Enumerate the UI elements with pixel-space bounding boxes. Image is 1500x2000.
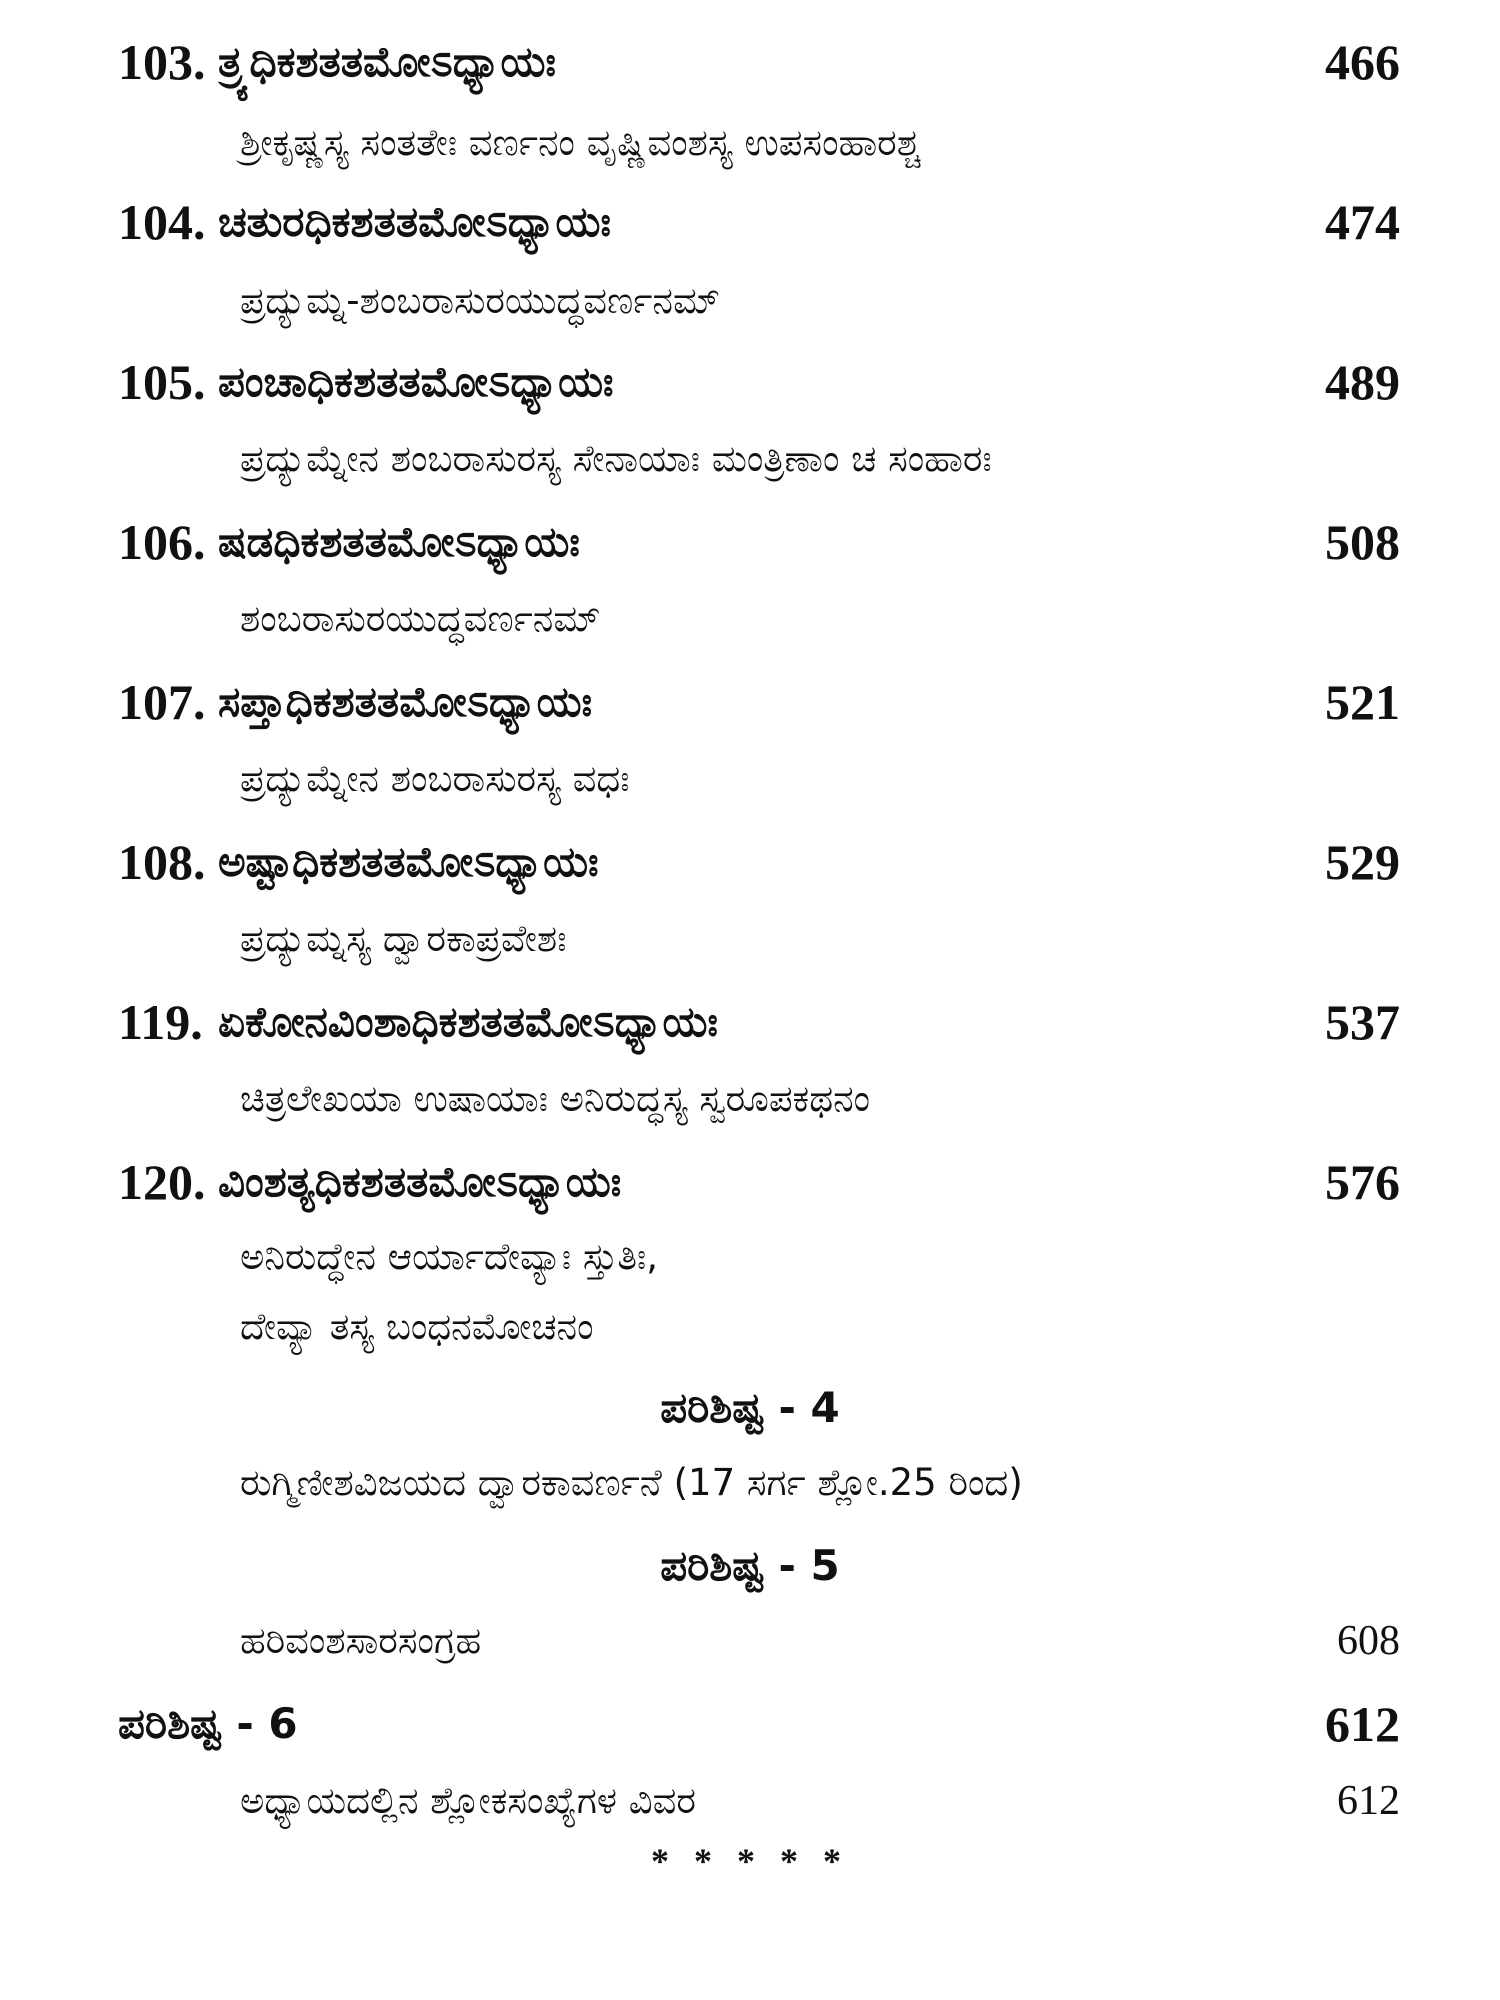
chapter-title: ಪಂಚಾಧಿಕಶತತಮೋಽಧ್ಯಾಯಃ (218, 357, 614, 406)
chapter-number: 105. (118, 354, 206, 410)
chapter-title: ಸಪ್ತಾಧಿಕಶತತಮೋಽಧ್ಯಾಯಃ (218, 677, 593, 726)
appendix-heading: ಪರಿಶಿಷ್ಟ - 5 (660, 1541, 840, 1590)
appendix-page-number: 612 (1325, 1696, 1400, 1752)
chapter-page-number: 537 (1325, 994, 1400, 1050)
chapter-title: ಅಷ್ಟಾಧಿಕಶತತಮೋಽಧ್ಯಾಯಃ (218, 837, 599, 886)
chapter-number: 120. (118, 1154, 206, 1210)
chapter-number: 106. (118, 514, 206, 570)
chapter-page-number: 521 (1325, 674, 1400, 730)
chapter-heading (0, 502, 1500, 582)
appendix-page-number: 608 (1337, 1618, 1400, 1664)
chapter-page-number: 529 (1325, 834, 1400, 890)
chapter-subtitle: ಪ್ರದ್ಯುಮ್ನೇನ ಶಂಬರಾಸುರಸ್ಯ ವಧಃ (240, 757, 630, 800)
chapter-subtitle: ಪ್ರದ್ಯುಮ್ನ-ಶಂಬರಾಸುರಯುದ್ಧವರ್ಣನಮ್ (240, 279, 721, 322)
chapter-page-number: 466 (1325, 34, 1400, 90)
chapter-number: 103. (118, 34, 206, 90)
chapter-heading (0, 662, 1500, 742)
chapter-subtitle: ಶಂಬರಾಸುರಯುದ್ಧವರ್ಣನಮ್ (240, 597, 601, 640)
chapter-number: 107. (118, 674, 206, 730)
chapter-page-number: 508 (1325, 514, 1400, 570)
appendix-entry-page-number: 612 (1337, 1778, 1400, 1824)
appendix-entry: ರುಗ್ಮಿಣೀಶವಿಜಯದ ದ್ವಾರಕಾವರ್ಣನೆ (17 ಸರ್ಗ ಶ್ಲೋ.25 ರಿಂದ) (240, 1461, 1023, 1504)
appendix-entry: ಅಧ್ಯಾಯದಲ್ಲಿನ ಶ್ಲೋಕಸಂಖ್ಯೆಗಳ ವಿವರ (240, 1779, 696, 1822)
end-mark: * * * * * (651, 1841, 849, 1881)
appendix-heading: ಪರಿಶಿಷ್ಟ - 6 (118, 1699, 298, 1748)
chapter-heading (0, 182, 1500, 262)
chapter-title: ಏಕೋನವಿಂಶಾಧಿಕಶತತಮೋಽಧ್ಯಾಯಃ (218, 997, 718, 1046)
chapter-subtitle: ಪ್ರದ್ಯುಮ್ನೇನ ಶಂಬರಾಸುರಸ್ಯ ಸೇನಾಯಾಃ ಮಂತ್ರಿಣಾಂ ಚ ಸಂಹಾರಃ (240, 437, 992, 480)
chapter-title: ಚತುರಧಿಕಶತತಮೋಽಧ್ಯಾಯಃ (218, 197, 611, 246)
chapter-title: ಷಡಧಿಕಶತತಮೋಽಧ್ಯಾಯಃ (218, 517, 580, 566)
chapter-heading (0, 1142, 1500, 1222)
chapter-title: ವಿಂಶತ್ಯಧಿಕಶತತಮೋಽಧ್ಯಾಯಃ (218, 1157, 622, 1206)
appendix-entry: ಹರಿವಂಶಸಾರಸಂಗ್ರಹ (240, 1619, 482, 1662)
appendix-heading: ಪರಿಶಿಷ್ಟ - 4 (660, 1383, 840, 1432)
chapter-number: 108. (118, 834, 206, 890)
chapter-title: ತ್ರ್ಯಧಿಕಶತತಮೋಽಧ್ಯಾಯಃ (218, 37, 556, 86)
chapter-page-number: 489 (1325, 354, 1400, 410)
chapter-heading (0, 822, 1500, 902)
chapter-page-number: 474 (1325, 194, 1400, 250)
chapter-subtitle: ಅನಿರುದ್ಧೇನ ಆರ್ಯಾದೇವ್ಯಾಃ ಸ್ತುತಿಃ, (240, 1235, 659, 1278)
chapter-subtitle: ಚಿತ್ರಲೇಖಯಾ ಉಷಾಯಾಃ ಅನಿರುದ್ಧಸ್ಯ ಸ್ವರೂಪಕಥನಂ (240, 1077, 871, 1120)
chapter-heading (0, 22, 1500, 102)
chapter-number: 119. (118, 994, 203, 1050)
chapter-page-number: 576 (1325, 1154, 1400, 1210)
chapter-subtitle: ಶ್ರೀಕೃಷ್ಣಸ್ಯ ಸಂತತೇಃ ವರ್ಣನಂ ವೃಷ್ಣಿವಂಶಸ್ಯ ಉಪಸಂಹಾರಶ್ಚ (240, 121, 921, 164)
chapter-number: 104. (118, 194, 206, 250)
chapter-heading (0, 982, 1500, 1062)
chapter-subtitle: ಪ್ರದ್ಯುಮ್ನಸ್ಯ ದ್ವಾರಕಾಪ್ರವೇಶಃ (240, 917, 567, 960)
chapter-heading (0, 342, 1500, 422)
chapter-subtitle: ದೇವ್ಯಾ ತಸ್ಯ ಬಂಧನಮೋಚನಂ (240, 1305, 594, 1348)
